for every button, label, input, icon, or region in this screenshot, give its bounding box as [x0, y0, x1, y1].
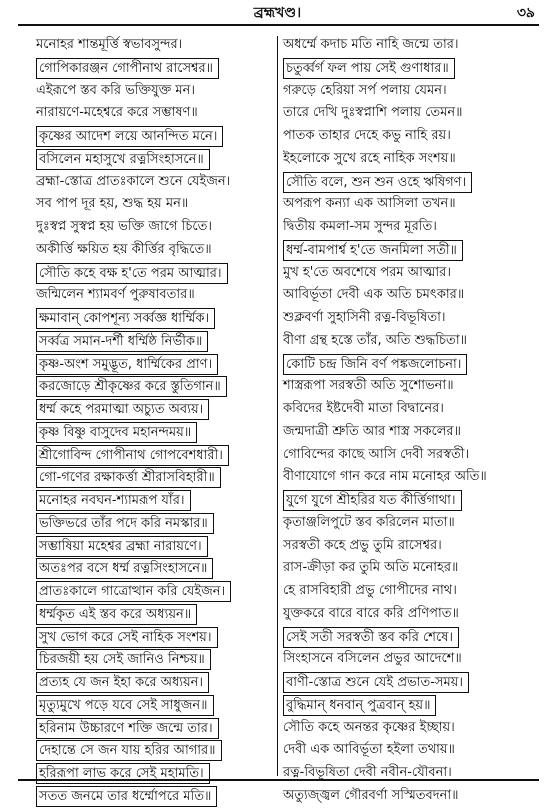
verse-text: বসিলেন মহাসুখে রত্নসিংহাসনে॥ — [36, 149, 210, 170]
verse-text: গোবিন্দের কাছে আসি দেবী সরস্বতী। — [283, 446, 470, 462]
verse-text: পাতক তাহার দেহে কভু নাহি রয়। — [283, 128, 451, 143]
left-verse-line — [36, 739, 274, 762]
right-verse-line — [283, 102, 545, 125]
verse-text: অধর্ম্মে কদাচ মতি নাহি জন্মে তার। — [283, 37, 459, 52]
left-verse-line — [36, 34, 274, 57]
verse-text: সেই সতী সরস্বতী স্তব করি শেষে। — [283, 627, 459, 648]
left-verse-line — [36, 421, 274, 444]
verse-text: কৃতাঞ্জলিপুটে স্তব করিলেন মাতা॥ — [283, 514, 455, 530]
left-verse-line — [36, 102, 274, 125]
left-verse-line — [36, 466, 274, 489]
right-verse-line — [283, 307, 545, 330]
verse-text: সতত জনমে তার ধর্ম্মোপরে মতি॥ — [36, 786, 217, 807]
verse-text: দেবী এক আবির্ভূতা হইলা তথায়॥ — [283, 742, 455, 758]
right-verse-line — [283, 785, 545, 808]
verse-text: তারে দেখি দুঃস্বপ্নাশি পলায় তেমন॥ — [283, 105, 463, 121]
verse-text: সরস্বতী কহে প্রভু তুমি রাসেশ্বর। — [283, 537, 442, 553]
left-verse-line — [36, 398, 274, 421]
verse-text: কবিদের ইষ্টদেবী মাতা বিদ্বানের। — [283, 401, 444, 416]
verse-text: ভক্তিভরে তাঁর পদে করি নমস্কার॥ — [36, 513, 214, 534]
verse-text: শাস্ত্ররূপা সরস্বতী অতি সুশোভনা॥ — [283, 378, 454, 394]
right-verse-line — [283, 694, 545, 717]
verse-text: অকীর্ত্তি ক্ষয়িত হয় কীর্ত্তির বৃদ্ধিতে॥ — [36, 241, 212, 257]
left-verse-line — [36, 762, 274, 785]
verse-text: হে রাসবিহারী প্রভু গোপীদের নাথ। — [283, 583, 457, 598]
page-header — [0, 0, 555, 24]
verse-text: সব পাপ দূর হয়, শুদ্ধ হয় মন॥ — [36, 196, 189, 212]
right-verse-line — [283, 353, 545, 376]
right-column — [283, 34, 545, 803]
right-verse-line — [283, 444, 545, 467]
verse-text: বীণা গ্রন্থ হস্তে তাঁর, অতি শুদ্ধচিতা॥ — [283, 332, 467, 348]
verse-text: ক্ষমাবান্ কোপশূন্য সর্ব্বজ্ঞ ধার্ম্মিক। — [36, 308, 215, 329]
right-verse-line — [283, 375, 545, 398]
verse-text: শুক্লবর্ণা সুহাসিনী রত্ন-বিভূষিতা। — [283, 310, 446, 325]
left-verse-line — [36, 671, 274, 694]
left-verse-line — [36, 57, 274, 80]
verse-text: চিরজয়ী হয় সেই জানিও নিশ্চয়॥ — [36, 649, 211, 670]
left-verse-line — [36, 284, 274, 307]
left-verse-line — [36, 375, 274, 398]
right-verse-line — [283, 557, 545, 580]
left-verse-line — [36, 125, 274, 148]
left-verse-line — [36, 262, 274, 285]
right-verse-line — [283, 671, 545, 694]
right-verse-line — [283, 216, 545, 239]
verse-text: গো-গণের রক্ষাকর্ত্তা শ্রীরাসবিহারী॥ — [36, 467, 221, 488]
page-number: ৩৯ — [516, 5, 535, 21]
verse-text: গরুড়ে হেরিয়া সর্প পলায় যেমন। — [283, 82, 447, 98]
right-verse-line — [283, 398, 545, 421]
verse-text: যুগে যুগে শ্রীহরির যত কীর্ত্তিগাথা। — [283, 490, 462, 511]
right-verse-line — [283, 580, 545, 603]
verse-text: ধর্ম্ম কহে পরমাত্মা অচ্যুত অব্যয়। — [36, 399, 209, 420]
verse-text: প্রাতঃকালে গাত্রোত্থান করি যেইজন। — [36, 581, 231, 602]
verse-text: সর্ব্বত্র সমান-দর্শী ধর্ম্মিষ্ঠ নির্ভীক॥ — [36, 331, 208, 352]
verse-text: করজোড়ে শ্রীকৃষ্ণের করে স্তুতিগান॥ — [36, 376, 227, 397]
right-verse-line — [283, 717, 545, 740]
verse-text: কৃষ্ণ-অংশ সমুদ্ভূত, ধার্ম্মিকের প্রাণ। — [36, 354, 218, 375]
verse-text: দেহান্তে সে জন যায় হরির আগার॥ — [36, 740, 222, 761]
verse-text: মনোহর শান্তমূর্ত্তি স্বভাবসুন্দর। — [36, 37, 183, 52]
right-verse-line — [283, 421, 545, 444]
verse-text: অপরূপ কন্যা এক আসিলা তখন॥ — [283, 196, 456, 212]
verse-text: বাণী-স্তোত্র শুনে যেই প্রভাত-সময়। — [283, 672, 469, 693]
right-verse-line — [283, 762, 545, 785]
verse-text: নারায়ণে-মহেশ্বরে করে সম্ভাষণ॥ — [36, 105, 198, 121]
verse-text: জন্মদাত্রী শ্রুতি আর শাস্ত্র সকলের॥ — [283, 423, 461, 439]
right-verse-line — [283, 171, 545, 194]
left-column — [36, 34, 274, 804]
verse-text: শ্রীগোবিন্দ গোপীনাথ গোপবেশধারী। — [36, 445, 229, 466]
right-verse-line — [283, 603, 545, 626]
right-verse-line — [283, 739, 545, 762]
right-verse-line — [283, 148, 545, 171]
left-verse-line — [36, 717, 274, 740]
verse-text: দ্বিতীয় কমলা-সম সুন্দর মূরতি। — [283, 219, 437, 234]
left-verse-line — [36, 535, 274, 558]
verse-text: সৌতি বলে, শুন শুন ওহে ঋষিগণ। — [283, 172, 472, 193]
right-verse-line — [283, 489, 545, 512]
verse-text: বুদ্ধিমান্ ধনবান্ পুত্রবান্ হয়॥ — [283, 695, 436, 716]
verse-text: হরিরূপা লাভ করে সেই মহামতি। — [36, 763, 210, 784]
verse-text: আবির্ভূতা দেবী এক অতি চমৎকার॥ — [283, 287, 465, 303]
right-verse-line — [283, 34, 545, 57]
verse-text: ব্রহ্মা-স্তোত্র প্রাতঃকালে শুনে যেইজন। — [36, 173, 231, 189]
left-verse-line — [36, 694, 274, 717]
left-verse-line — [36, 330, 274, 353]
left-verse-line — [36, 80, 274, 103]
left-verse-line — [36, 603, 274, 626]
right-verse-line — [283, 648, 545, 671]
left-verse-line — [36, 626, 274, 649]
left-verse-line — [36, 489, 274, 512]
column-separator — [277, 36, 278, 776]
right-verse-line — [283, 466, 545, 489]
verse-text: গোপিকারঞ্জন গোপীনাথ রাসেশ্বর॥ — [36, 58, 219, 79]
right-verse-line — [283, 262, 545, 285]
left-verse-line — [36, 171, 274, 194]
verse-text: মনোহর নবঘন-শ্যামরূপ যাঁর। — [36, 490, 191, 511]
right-verse-line — [283, 125, 545, 148]
verse-text: সৌতি কহে বক্ষ হ'তে পরম আত্মার। — [36, 263, 228, 284]
left-verse-line — [36, 193, 274, 216]
verse-text: মুখ হ'তে অবশেষে পরম আত্মার। — [283, 264, 451, 280]
verse-text: সম্ভাষিয়া মহেশ্বর ব্রহ্মা নারায়ণে। — [36, 536, 208, 557]
right-verse-line — [283, 512, 545, 535]
verse-text: অতঃপর বসে ধর্ম্ম রত্নসিংহাসনে॥ — [36, 558, 213, 579]
left-verse-line — [36, 239, 274, 262]
verse-text: প্রত্যহ যে জন ইহা করে অধ্যয়ন। — [36, 672, 209, 693]
left-verse-line — [36, 307, 274, 330]
verse-text: মৃত্যুমুখে পড়ে যবে সেই সাধুজন॥ — [36, 695, 214, 716]
left-verse-line — [36, 580, 274, 603]
verse-text: যুক্তকরে বারে বারে করি প্রণিপাত॥ — [283, 605, 459, 621]
verse-text: সুখ ভোগ করে সেই নাহিক সংশয়। — [36, 627, 218, 648]
left-verse-line — [36, 512, 274, 535]
right-verse-line — [283, 193, 545, 216]
verse-text: চতুর্ব্বর্গ ফল পায় সেই গুণাধার॥ — [283, 58, 455, 79]
left-verse-line — [36, 444, 274, 467]
verse-text: সিংহাসনে বসিলেন প্রভুর আদেশে॥ — [283, 651, 462, 667]
right-verse-line — [283, 284, 545, 307]
verse-text: কৃষ্ণ বিষ্ণু বাসুদেব মহানন্দময়॥ — [36, 422, 197, 443]
left-verse-line — [36, 557, 274, 580]
verse-text: হরিনাম উচ্চারণে শক্তি জন্মে তার। — [36, 718, 219, 739]
right-verse-line — [283, 80, 545, 103]
left-verse-line — [36, 216, 274, 239]
header-rule — [18, 24, 539, 26]
left-verse-line — [36, 148, 274, 171]
verse-text: কোটি চন্দ্র জিনি বর্ণ পঙ্কজলোচনা। — [283, 354, 467, 375]
left-verse-line — [36, 648, 274, 671]
verse-text: দুঃস্বপ্ন সুস্বপ্ন হয় ভক্তি জাগে চিতে। — [36, 219, 212, 234]
verse-text: ধর্ম্মকৃত এই স্তব করে অধ্যয়ন॥ — [36, 604, 197, 625]
left-verse-line — [36, 785, 274, 808]
verse-text: কৃষ্ণের আদেশ লয়ে আনন্দিত মনে। — [36, 126, 223, 147]
verse-text: রত্ন-বিভূষিতা দেবী নবীন-যৌবনা। — [283, 765, 452, 780]
verse-text: ইহলোকে সুখে রহে নাহিক সংশয়॥ — [283, 150, 456, 166]
verse-text: রাস-ক্রীড়া কর তুমি অতি মনোহর॥ — [283, 560, 459, 576]
right-verse-line — [283, 239, 545, 262]
right-verse-line — [283, 330, 545, 353]
verse-text: এইরূপে স্তব করি ভক্তিযুক্ত মন। — [36, 82, 196, 98]
right-verse-line — [283, 626, 545, 649]
verse-text: সৌতি কহে অনন্তর কৃষ্ণের ইচ্ছায়। — [283, 719, 455, 735]
verse-text: বীণাযোগে গান করে নাম মনোহর অতি॥ — [283, 469, 487, 485]
page-title: ব্রহ্মখণ্ড। — [253, 5, 302, 21]
verse-text: জন্মিলেন শ্যামবর্ণ পুরুষাবতার॥ — [36, 287, 195, 303]
right-verse-line — [283, 535, 545, 558]
right-verse-line — [283, 57, 545, 80]
left-verse-line — [36, 353, 274, 376]
footer-rule — [18, 779, 539, 781]
verse-text: ধর্ম্ম-বামপার্শ্ব হ'তে জনমিলা সতী॥ — [283, 240, 463, 261]
verse-text: অত্যুজ্জ্বল গৌরবর্ণা সস্মিতবদনা॥ — [283, 787, 459, 803]
